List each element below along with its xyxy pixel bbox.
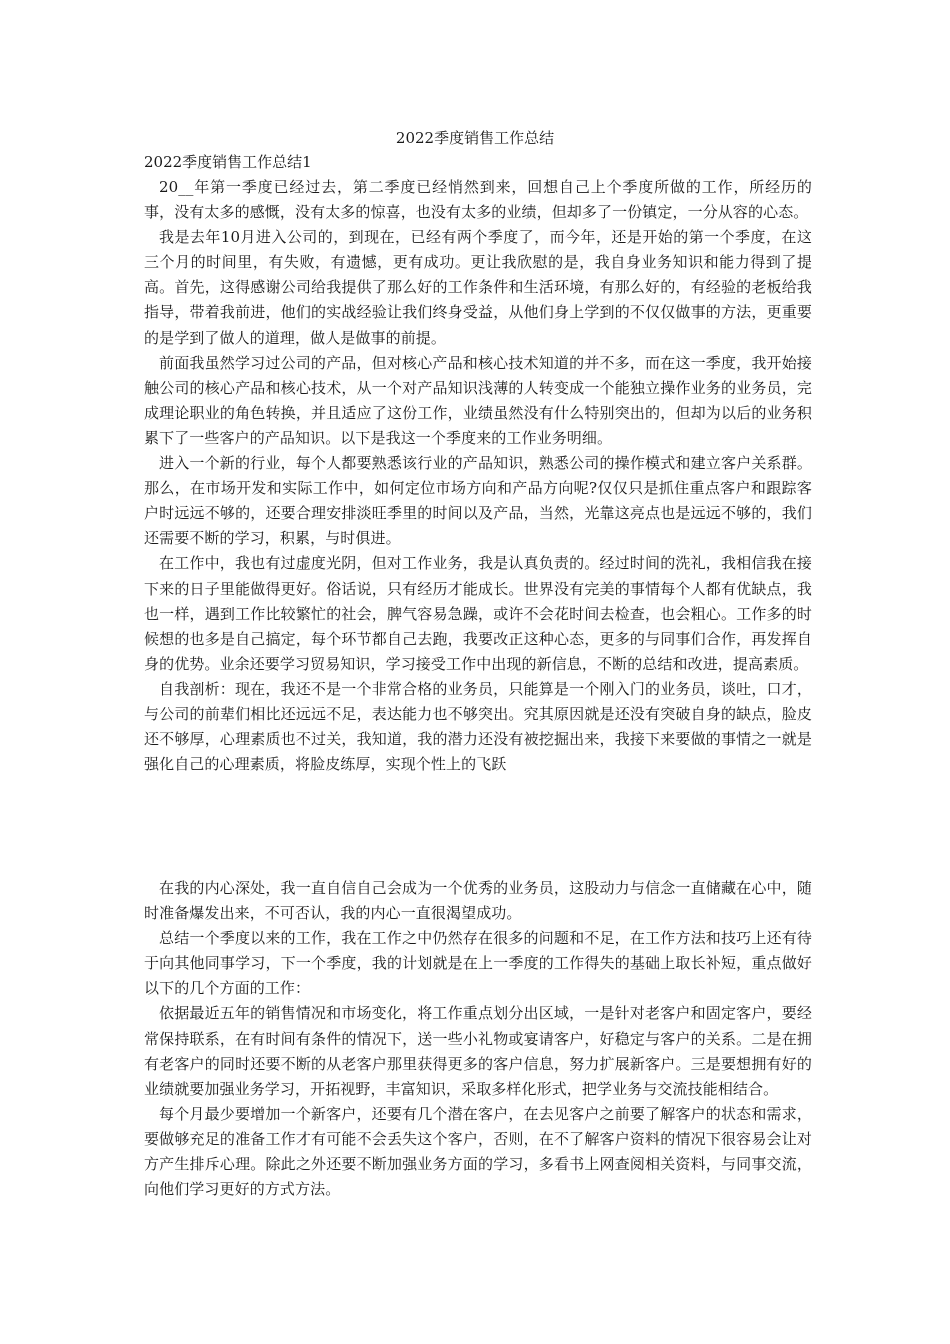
- paragraph: 前面我虽然学习过公司的产品，但对核心产品和核心技术知道的并不多，而在这一季度，我开始接触公司的核心产品和核心技术，从一个对产品知识浅薄的人转变成一个能独立操作业务的业务员，完成理论职业的角色转换，并且适应了这份工作，业绩虽然没有什么特别突出的，但却为以后的业务积累下了一些客户的产品知识。以下是我这一个季度来的工作业务明细。: [144, 353, 812, 447]
- document-body-top: [144, 150, 812, 777]
- paragraph: 在我的内心深处，我一直自信自己会成为一个优秀的业务员，这股动力与信念一直储藏在心中，随时准备爆发出来，不可否认，我的内心一直很渴望成功。: [144, 879, 812, 923]
- paragraph: 自我剖析：现在，我还不是一个非常合格的业务员，只能算是一个刚入门的业务员，谈吐，口才，与公司的前辈们相比还远远不足，表达能力也不够突出。究其原因就是还没有突破自身的缺点，脸皮还不够厚，心理素质也不过关，我知道，我的潜力还没有被挖掘出来，我接下来要做的事情之一就是强化自己的心理素质，将脸皮练厚，实现个性上的飞跃: [144, 679, 812, 774]
- section-subtitle: 2022季度销售工作总结1: [144, 153, 312, 171]
- document-body-bottom: [144, 876, 812, 1202]
- paragraph: 进入一个新的行业，每个人都要熟悉该行业的产品知识，熟悉公司的操作模式和建立客户关系群。那么，在市场开发和实际工作中，如何定位市场方向和产品方向呢?仅仅只是抓住重点客户和跟踪客户时远远不够的，还要合理安排淡旺季里的时间以及产品，当然，光靠这亮点也是远远不够的，我们还需要不断的学习，积累，与时俱进。: [144, 454, 812, 548]
- paragraph: 我是去年10月进入公司的，到现在，已经有两个季度了，而今年，还是开始的第一个季度，在这三个月的时间里，有失败，有遗憾，更有成功。更让我欣慰的是，我自身业务知识和能力得到了提高。首先，这得感谢公司给我提供了那么好的工作条件和生活环境，有那么好的，有经验的老板给我指导，带着我前进，他们的实战经验让我们终身受益，从他们身上学到的不仅仅做事的方法，更重要的是学到了做人的道理，做人是做事的前提。: [144, 228, 812, 347]
- paragraph: 在工作中，我也有过虚度光阴，但对工作业务，我是认真负责的。经过时间的洗礼，我相信我在接下来的日子里能做得更好。俗话说，只有经历才能成长。世界没有完美的事情每个人都有优缺点，我也一样，遇到工作比较繁忙的社会，脾气容易急躁，或许不会花时间去检查，也会粗心。工作多的时候想的也多是自己搞定，每个环节都自己去跑，我要改正这种心态，更多的与同事们合作，再发挥自身的优势。业余还要学习贸易知识，学习接受工作中出现的新信息，不断的总结和改进，提高素质。: [144, 554, 812, 673]
- paragraph: 总结一个季度以来的工作，我在工作之中仍然存在很多的问题和不足，在工作方法和技巧上还有待于向其他同事学习，下一个季度，我的计划就是在上一季度的工作得失的基础上取长补短，重点做好以下的几个方面的工作：: [144, 929, 812, 998]
- paragraph: 每个月最少要增加一个新客户，还要有几个潜在客户，在去见客户之前要了解客户的状态和需求，要做够充足的准备工作才有可能不会丢失这个客户，否则，在不了解客户资料的情况下很容易会让对方产生排斥心理。除此之外还要不断加强业务方面的学习，多看书上网查阅相关资料，与同事交流，向他们学习更好的方式方法。: [144, 1104, 812, 1199]
- paragraph: 20__年第一季度已经过去，第二季度已经悄然到来，回想自己上个季度所做的工作，所经历的事，没有太多的感慨，没有太多的惊喜，也没有太多的业绩，但却多了一份镇定，一分从容的心态。: [144, 178, 812, 222]
- document-title: 2022季度销售工作总结: [395, 129, 555, 147]
- paragraph: 依据最近五年的销售情况和市场变化，将工作重点划分出区域，一是针对老客户和固定客户，要经常保持联系，在有时间有条件的情况下，送一些小礼物或宴请客户，好稳定与客户的关系。二是在拥有老客户的同时还要不断的从老客户那里获得更多的客户信息，努力扩展新客户。三是要想拥有好的业绩就要加强业务学习，开拓视野，丰富知识，采取多样化形式，把学业务与交流技能相结合。: [144, 1004, 812, 1098]
